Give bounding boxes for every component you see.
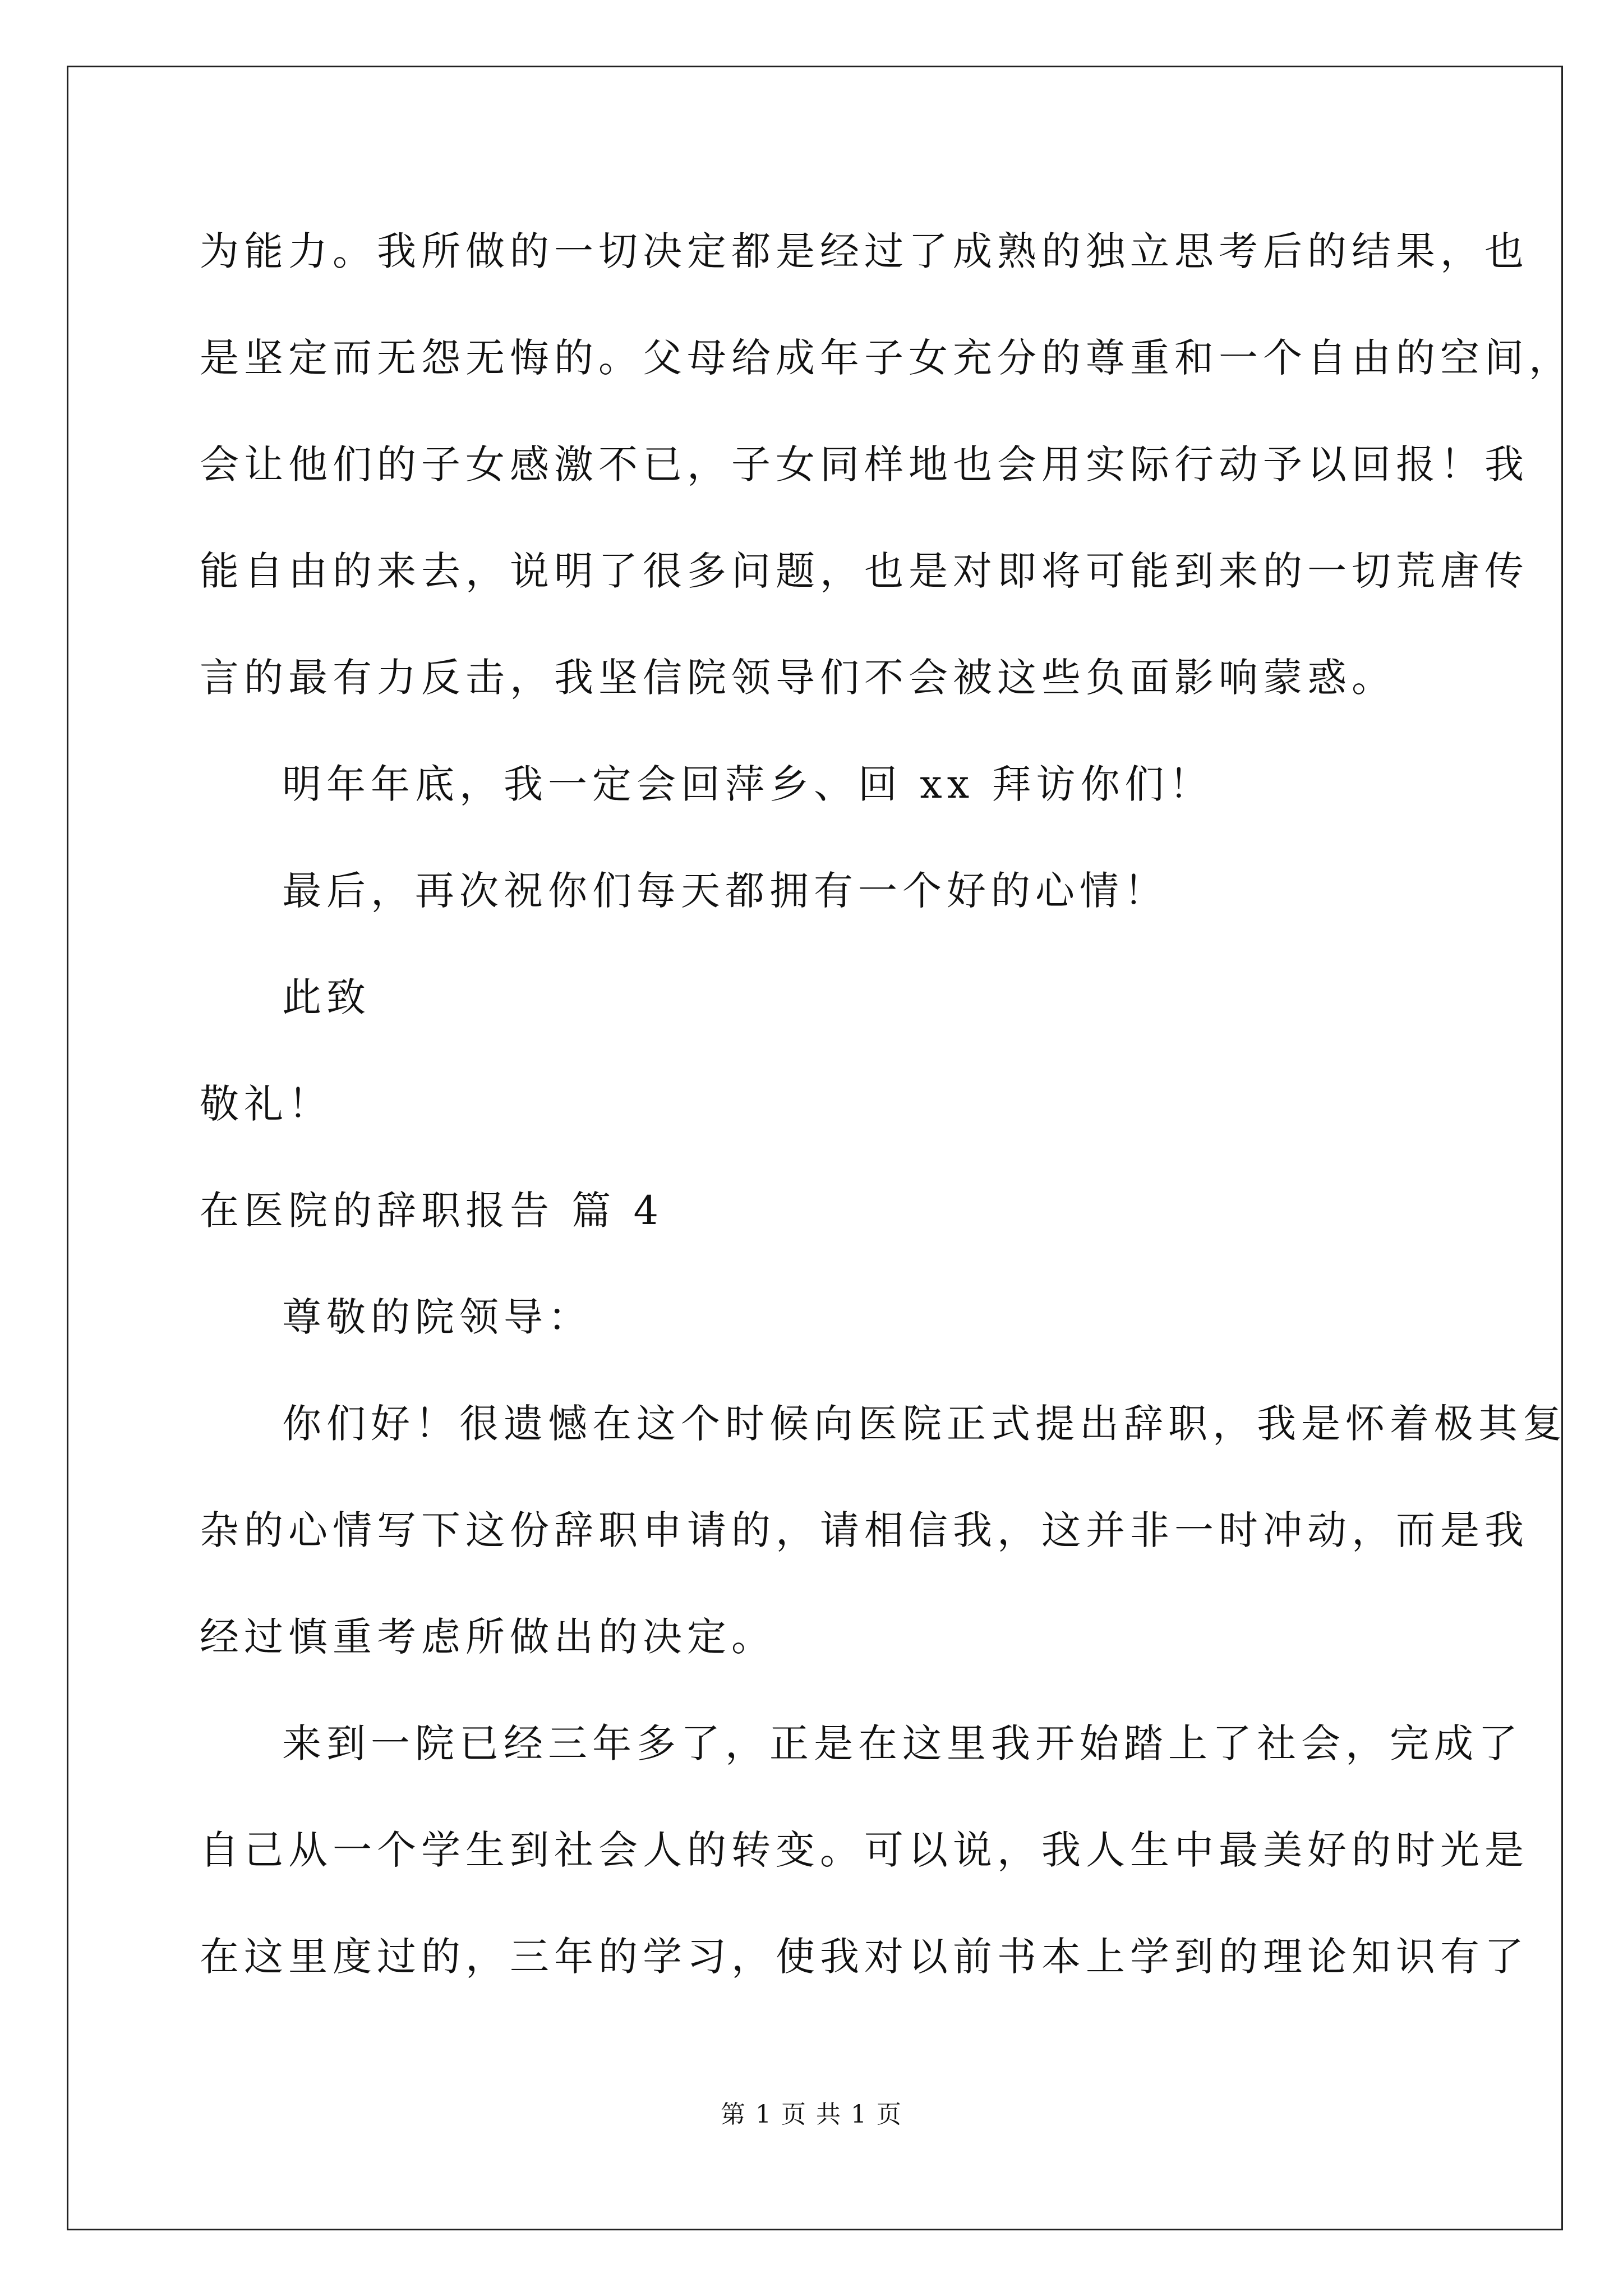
section-heading: 在医院的辞职报告 篇 4	[200, 1188, 664, 1234]
paragraph-line: 会让他们的子女感激不已，子女同样地也会用实际行动予以回报！我	[200, 441, 1529, 487]
paragraph-line: 自己从一个学生到社会人的转变。可以说，我人生中最美好的时光是	[200, 1827, 1529, 1873]
paragraph-line: 言的最有力反击，我坚信院领导们不会被这些负面影响蒙惑。	[200, 655, 1396, 701]
paragraph-line: 为能力。我所做的一切决定都是经过了成熟的独立思考后的结果，也	[200, 228, 1529, 274]
paragraph-line: 能自由的来去，说明了很多问题，也是对即将可能到来的一切荒唐传	[200, 548, 1529, 594]
page-border	[67, 66, 1563, 2230]
paragraph-line: 杂的心情写下这份辞职申请的，请相信我，这并非一时冲动，而是我	[200, 1507, 1529, 1553]
paragraph-line: 经过慎重考虑所做出的决定。	[200, 1614, 776, 1660]
letter-greeting: 尊敬的院领导：	[282, 1294, 592, 1340]
paragraph-line: 来到一院已经三年多了，正是在这里我开始踏上了社会，完成了	[282, 1720, 1523, 1766]
paragraph-line: 最后，再次祝你们每天都拥有一个好的心情！	[282, 868, 1168, 914]
closing-salutation: 此致	[282, 974, 371, 1020]
paragraph-line: 是坚定而无怨无悔的。父母给成年子女充分的尊重和一个自由的空间，	[200, 335, 1573, 381]
page-footer: 第 1 页 共 1 页	[721, 2100, 902, 2129]
closing-regards: 敬礼！	[200, 1081, 333, 1127]
paragraph-line: 明年年底，我一定会回萍乡、回 xx 拜访你们！	[282, 761, 1214, 807]
paragraph-line: 你们好！很遗憾在这个时候向医院正式提出辞职，我是怀着极其复	[282, 1401, 1567, 1447]
paragraph-line: 在这里度过的，三年的学习，使我对以前书本上学到的理论知识有了	[200, 1934, 1529, 1980]
